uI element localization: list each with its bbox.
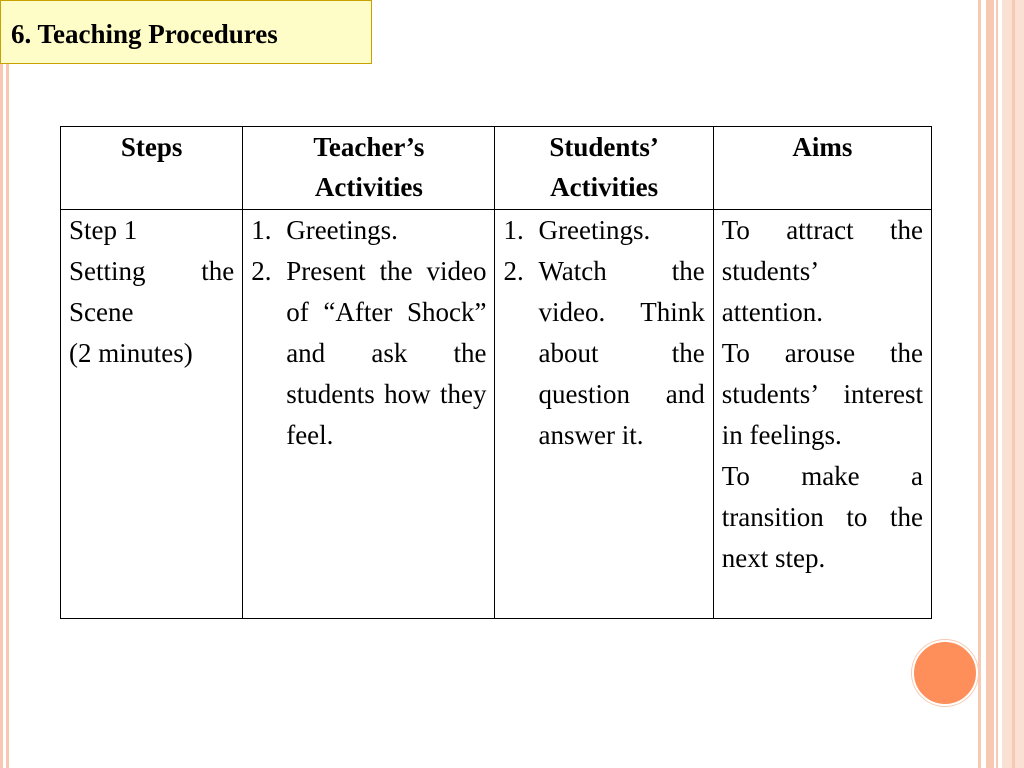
list-text: Watch the video. Think about the question and answer it.: [538, 256, 705, 450]
teacher-activity-list: [251, 210, 486, 456]
header-students-line1: Students’: [549, 132, 659, 162]
aim-text: To make a transition to the next step.: [721, 461, 923, 573]
list-number: 2.: [503, 256, 524, 286]
step-name: Setting the Scene: [69, 256, 235, 327]
header-teacher-activities: [243, 127, 495, 210]
slide-title-box: [0, 0, 372, 64]
aims-cell: [713, 210, 931, 619]
step-duration: (2 minutes): [69, 338, 193, 368]
header-aims-label: Aims: [792, 132, 853, 162]
list-text: Present the video of “After Shock” and ask the students how they feel.: [286, 256, 487, 450]
steps-cell: [61, 210, 243, 619]
aim-text: To arouse the students’ interest in feelings.: [721, 338, 923, 450]
header-students-line2: Activities: [550, 172, 659, 202]
left-border-stripe: [6, 0, 9, 768]
right-border-stripe: [996, 0, 998, 768]
list-text: Greetings.: [286, 215, 398, 245]
student-activity-list: [503, 210, 704, 456]
list-item: [503, 251, 704, 456]
list-item: [251, 210, 486, 251]
right-border-stripe: [978, 0, 981, 768]
list-number: 1.: [503, 215, 524, 245]
left-border-stripe: [0, 0, 3, 768]
table-row: [61, 210, 932, 619]
right-border-stripe: [1012, 0, 1015, 768]
list-item: [503, 210, 704, 251]
header-teacher-line1: Teacher’s: [313, 132, 425, 162]
list-item: [251, 251, 486, 456]
student-activities-cell: [495, 210, 713, 619]
list-text: Greetings.: [538, 215, 651, 245]
right-border-stripe: [986, 0, 994, 768]
header-steps: [61, 127, 243, 210]
teacher-activities-cell: [243, 210, 495, 619]
header-students-activities: [495, 127, 713, 210]
decorative-circle: [912, 640, 978, 706]
list-number: 2.: [251, 256, 272, 286]
list-number: 1.: [251, 215, 272, 245]
header-steps-label: Steps: [120, 132, 183, 162]
slide-title: 6. Teaching Procedures: [11, 19, 278, 49]
aim-text: To attract the students’ attention.: [721, 215, 923, 327]
header-aims: [713, 127, 931, 210]
header-teacher-line2: Activities: [314, 172, 423, 202]
step-title: Step 1: [69, 215, 138, 245]
teaching-procedures-table: [60, 126, 932, 619]
table-header-row: [61, 127, 932, 210]
